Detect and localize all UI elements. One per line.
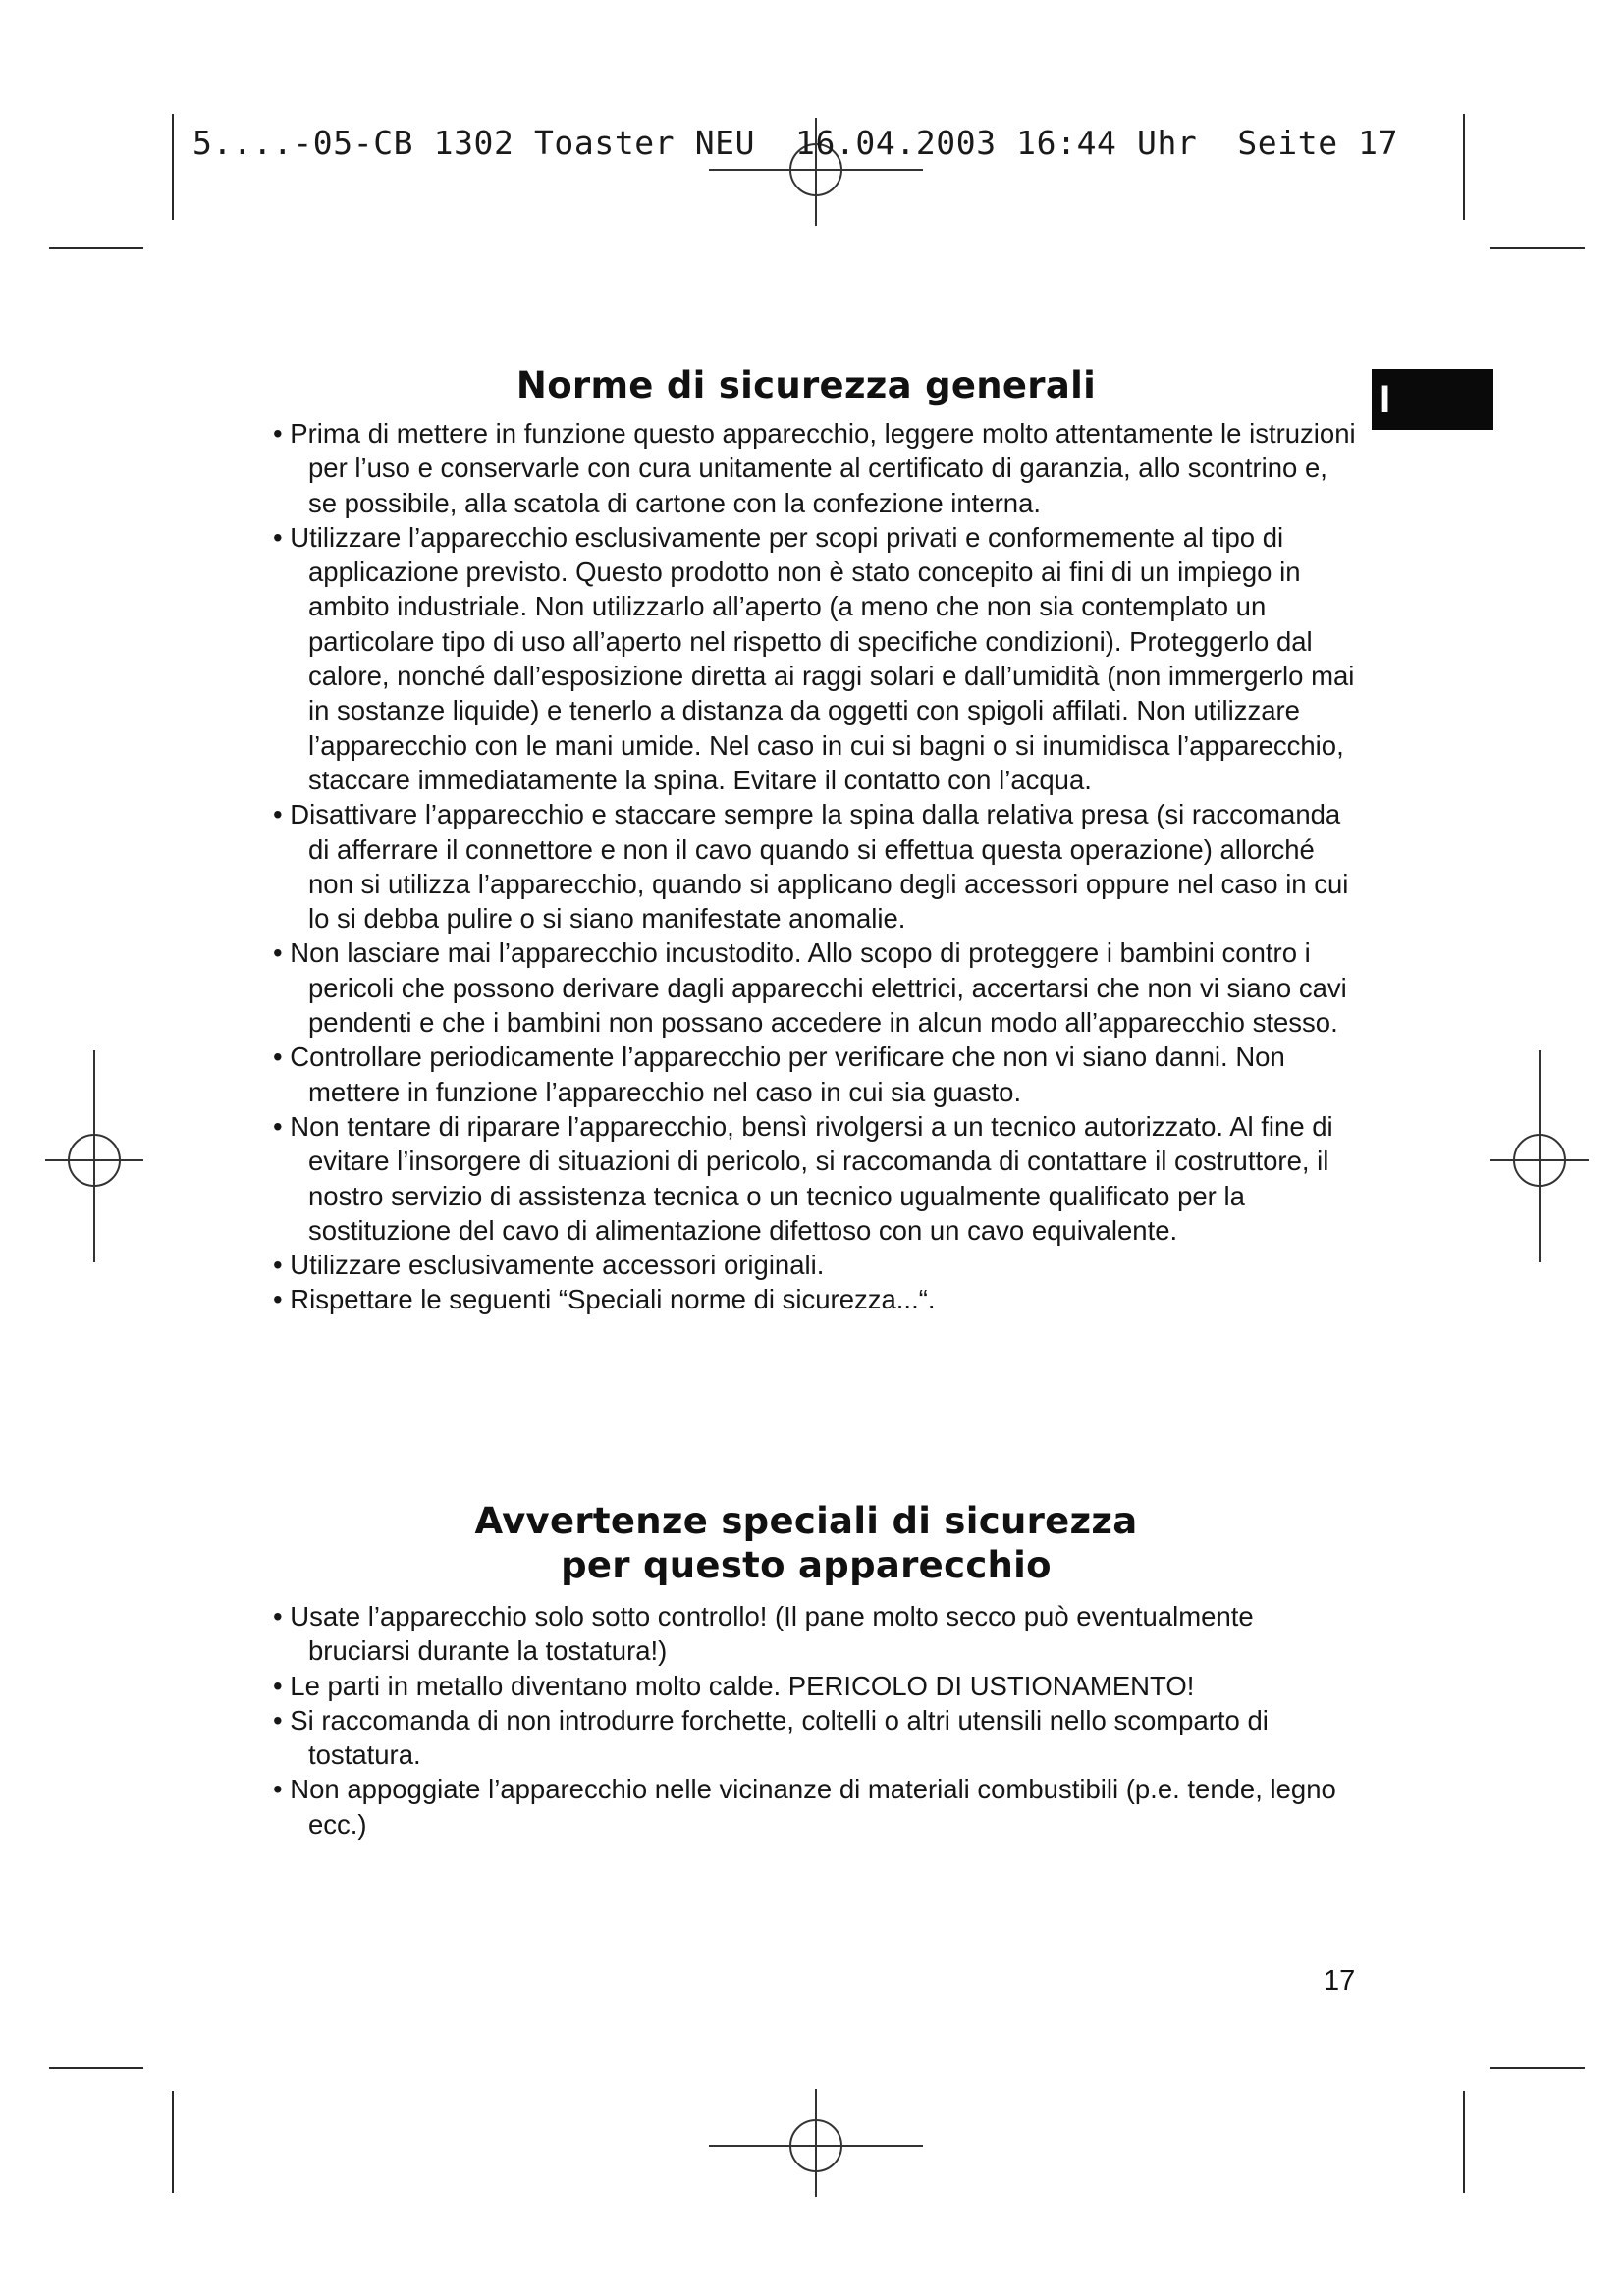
crop-mark [1490, 247, 1585, 249]
list-item: • Non lasciare mai l’apparecchio incustodito. Allo scopo di proteggere i bambini contro i pericoli che possono derivare dagli apparecchi elettrici, accertarsi che non vi siano cavi pendenti e che i bambini non possano accedere in alcun modo all’apparecchio stesso. [251, 935, 1361, 1040]
crop-mark [172, 114, 174, 220]
page-number: 17 [1324, 1965, 1356, 1997]
registration-mark-icon [45, 1050, 143, 1262]
section-title: per questo apparecchio [561, 1544, 1052, 1586]
bullet-list [251, 1599, 1361, 1842]
language-tab: I [1372, 369, 1493, 430]
section-title: Norme di sicurezza generali [515, 364, 1097, 406]
list-item: • Utilizzare l’apparecchio esclusivamente per scopi privati e conformemente al tipo di applicazione previsto. Questo prodotto non è stato concepito ai fini di un impiego in ambito industriale. Non utilizzarlo all’aperto (a meno che non sia contemplato un particolare tipo di uso all’aperto nel rispetto di specifiche condizioni). Proteggerlo dal calore, nonché dall’esposizione diretta ai raggi solari e dall’umidità (non immergerlo mai in sostanze liquide) e tenerlo a distanza da oggetti con spigoli affilati. Non utilizzare l’apparecchio con le mani umide. Nel caso in cui si bagni o si inumidisca l’apparecchio, staccare immediatamente la spina. Evitare il contatto con l’acqua. [251, 520, 1361, 797]
print-slug-header: 5....-05-CB 1302 Toaster NEU 16.04.2003 16:44 Uhr Seite 17 [192, 124, 1399, 162]
list-item: • Controllare periodicamente l’apparecchio per verificare che non vi siano danni. Non mettere in funzione l’apparecchio nel caso in cui sia guasto. [251, 1040, 1361, 1109]
list-item: • Rispettare le seguenti “Speciali norme di sicurezza...“. [251, 1282, 1361, 1316]
list-item: • Usate l’apparecchio solo sotto controllo! (Il pane molto secco può eventualmente bruciarsi durante la tostatura!) [251, 1599, 1361, 1669]
list-item: • Non tentare di riparare l’apparecchio, bensì rivolgersi a un tecnico autorizzato. Al fine di evitare l’insorgere di situazioni di pericolo, si raccomanda di contattare il costruttore, il nostro servizio di assistenza tecnica o un tecnico ugualmente qualificato per la sostituzione del cavo di alimentazione difettoso con un cavo equivalente. [251, 1109, 1361, 1248]
list-item: • Prima di mettere in funzione questo apparecchio, leggere molto attentamente le istruzioni per l’uso e conservarle con cura unitamente al certificato di garanzia, allo scontrino e, se possibile, alla scatola di cartone con la confezione interna. [251, 416, 1361, 520]
registration-mark-icon [1490, 1050, 1589, 1262]
list-item: • Disattivare l’apparecchio e staccare sempre la spina dalla relativa presa (si raccomanda di afferrare il connettore e non il cavo quando si effettua questa operazione) allorché non si utilizza l’apparecchio, quando si applicano degli accessori oppure nel caso in cui lo si debba pulire o si siano manifestate anomalie. [251, 797, 1361, 935]
crop-mark [1463, 114, 1465, 220]
crop-mark [172, 2091, 174, 2193]
list-item: • Le parti in metallo diventano molto calde. PERICOLO DI USTIONAMENTO! [251, 1669, 1361, 1703]
section-title: Avvertenze speciali di sicurezza [474, 1500, 1138, 1542]
bullet-list [251, 416, 1361, 1317]
section-general-safety [251, 363, 1361, 1317]
list-item: • Utilizzare esclusivamente accessori originali. [251, 1248, 1361, 1282]
crop-mark [49, 247, 143, 249]
crop-mark [1490, 2067, 1585, 2069]
list-item: • Non appoggiate l’apparecchio nelle vicinanze di materiali combustibili (p.e. tende, legno ecc.) [251, 1772, 1361, 1842]
crop-mark [1463, 2091, 1465, 2193]
registration-mark-icon [709, 2089, 923, 2197]
list-item: • Si raccomanda di non introdurre forchette, coltelli o altri utensili nello scomparto di tostatura. [251, 1703, 1361, 1773]
section-special-warnings [251, 1499, 1361, 1842]
crop-mark [49, 2067, 143, 2069]
